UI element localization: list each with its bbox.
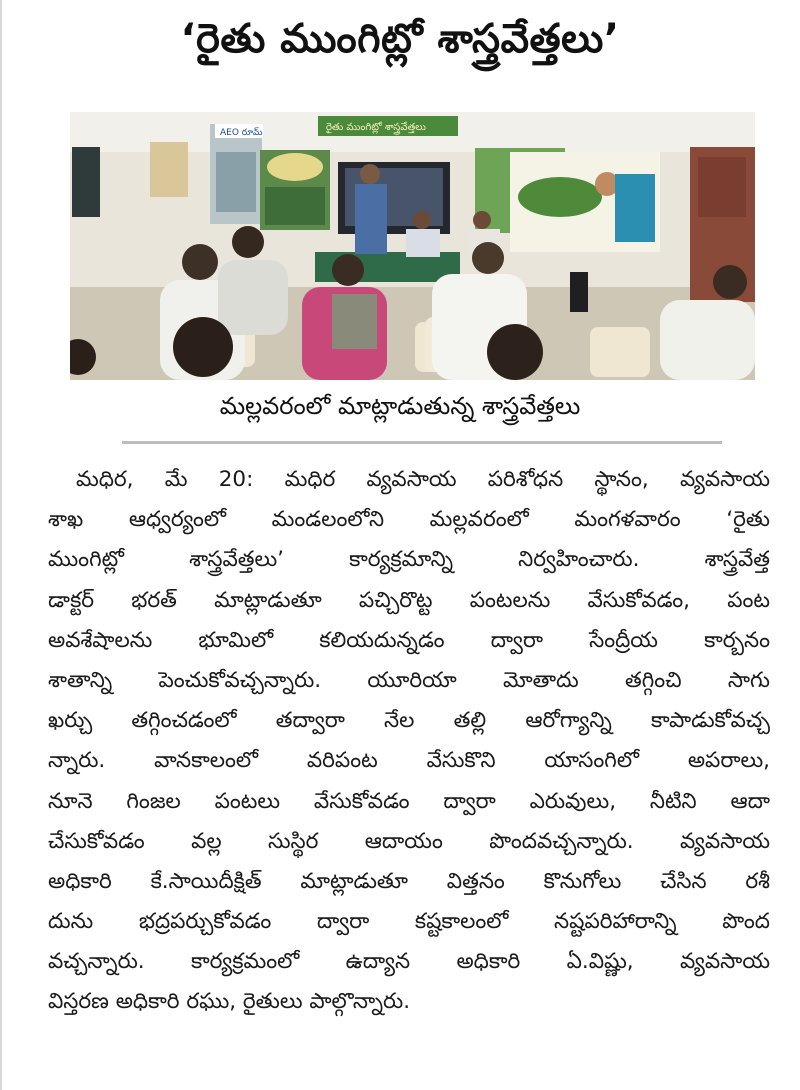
article-headline: ‘రైతు ముంగిట్లో శాస్త్రవేత్తలు’ — [180, 16, 620, 62]
body-line: అధికారి కే.సాయిదీక్షిత్ మాట్లాడుతూ విత్తనం కొనుగోలు చేసిన రశీ — [48, 868, 770, 894]
body-line: చేసుకోవడం వల్ల సుస్థిర ఆదాయం పొందవచ్చన్నారు. వ్యవసాయ — [48, 828, 770, 854]
body-line: ఖర్చు తగ్గించడంలో తద్వారా నేల తల్లి ఆరోగ్యాన్ని కాపాడుకోవచ్చ — [48, 708, 770, 734]
body-line: మధిర, మే 20: మధిర వ్యవసాయ పరిశోధన స్థానం, వ్యవసాయ — [76, 467, 770, 492]
article-body — [48, 460, 770, 1023]
body-line: వచ్చన్నారు. కార్యక్రమంలో ఉద్యాన అధికారి ఏ.విష్ణు, వ్యవసాయ — [48, 949, 770, 975]
column-divider — [0, 0, 2, 1090]
body-line: విస్తరణ అధికారి రఘు, రైతులు పాల్గొన్నారు. — [48, 989, 411, 1015]
body-line: ముంగిట్లో శాస్త్రవేత్తలు’ కార్యక్రమాన్ని నిర్వహించారు. శాస్త్రవేత్త — [48, 547, 770, 573]
caption-divider — [122, 441, 722, 444]
body-line: అవశేషాలను భూమిలో కలియదున్నడం ద్వారా సేంద్రీయ కార్బనం — [48, 627, 770, 653]
body-line: న్నారు. వానకాలంలో వరిపంట వేసుకొని యాసంగిలో అపరాలు, — [48, 748, 770, 774]
body-line: శాఖ ఆధ్వర్యంలో మండలంలోని మల్లవరంలో మంగళవారం ‘రైతు — [48, 507, 770, 533]
body-line: డాక్టర్ భరత్ మాట్లాడుతూ పచ్చిరొట్ట పంటలను వేసుకోవడం, పంట — [48, 587, 770, 613]
banner-text: రైతు ముంగిట్లో శాస్త్రవేత్తలు — [326, 122, 426, 133]
meeting-photo-illustration — [70, 112, 755, 380]
body-line: నూనె గింజల పంటలు వేసుకోవడం ద్వారా ఎరువులు, నీటిని ఆదా — [48, 788, 770, 814]
photo-caption: మల్లవరంలో మాట్లాడుతున్న శాస్త్రవేత్తలు — [219, 392, 581, 420]
poster-label: AEO రూమ్ — [220, 128, 263, 138]
body-line: శాతాన్ని పెంచుకోవచ్చన్నారు. యూరియా మోతాదు తగ్గించి సాగు — [48, 667, 770, 693]
article-photo — [70, 112, 755, 380]
body-line: దును భద్రపర్చుకోవడం ద్వారా కష్టకాలంలో నష్టపరిహారాన్ని పొంద — [48, 909, 770, 935]
